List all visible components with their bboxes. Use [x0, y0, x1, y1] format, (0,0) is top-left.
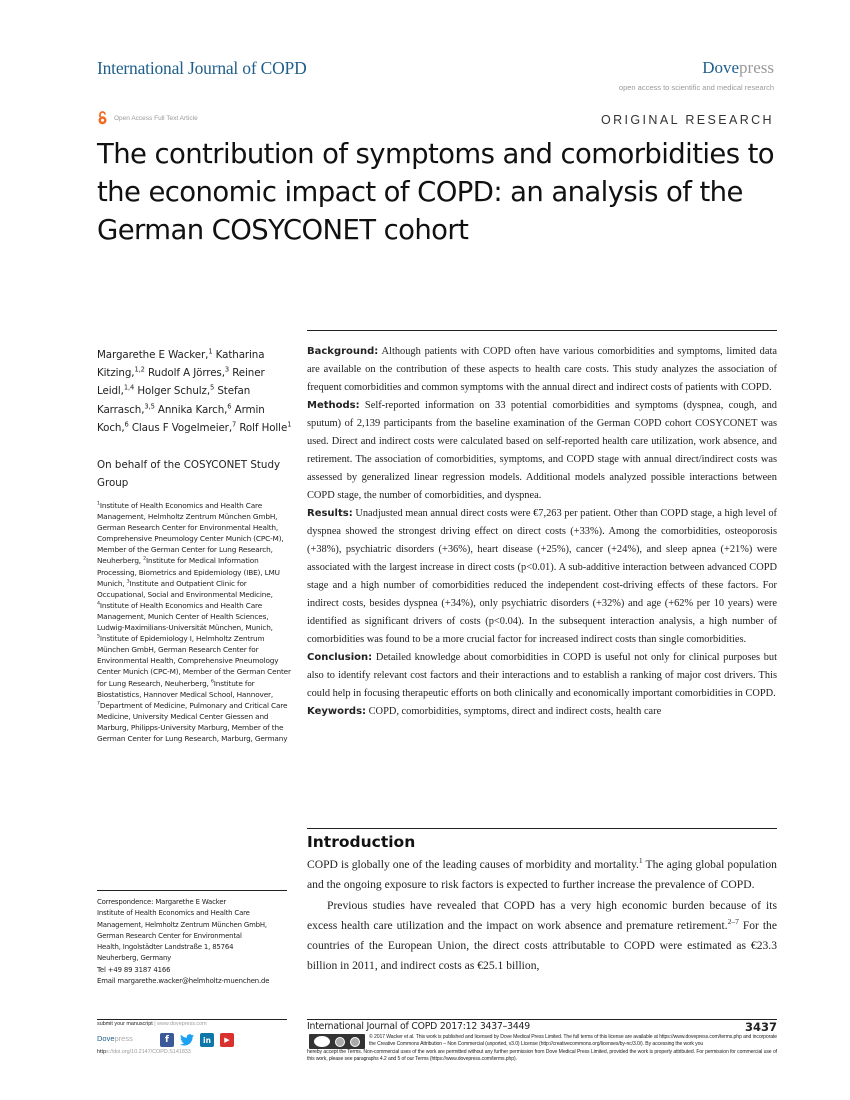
journal-name: International Journal of COPD [97, 58, 307, 78]
author-name: Claus F Vogelmeier, [128, 421, 232, 434]
paragraph [307, 896, 777, 977]
introduction-body [307, 855, 777, 977]
paragraph [307, 855, 777, 896]
author-name: Armin Koch, [97, 403, 265, 434]
doi-rest: s://doi.org/10.2147/COPD.S141833 [106, 1049, 191, 1055]
correspondence-line: Management, Helmholtz Zentrum München GmbH, [97, 920, 267, 929]
author-name: Reiner Leidl, [97, 367, 265, 398]
author-affiliation-ref: 3,5 [144, 402, 155, 411]
open-access-badge [97, 111, 198, 125]
abstract [307, 343, 777, 721]
creative-commons-badge[interactable] [309, 1034, 365, 1049]
correspondence-line: Health, Ingolstädter Landstraße 1, 85764 [97, 943, 234, 952]
author-affiliation-ref: 6 [227, 402, 232, 411]
author-affiliation-ref: 1,4 [123, 383, 135, 392]
correspondence-line: Correspondence: Margarethe E Wacker [97, 898, 227, 906]
correspondence-line: Institute of Health Economics and Health Care [97, 909, 250, 918]
affiliation-text: Institute and Outpatient Clinic for Occupational, Social and Environmental Medicine, [97, 578, 273, 599]
author-affiliation-ref: 1 [287, 420, 292, 429]
affiliation-number: 7 [97, 701, 100, 707]
open-access-label: Open Access Full Text Article [114, 114, 198, 122]
nc-icon [350, 1037, 360, 1047]
author-name: Annika Karch, [154, 403, 228, 416]
abstract-label: Methods: [307, 400, 360, 411]
author-name: Rolf Holle [236, 421, 288, 434]
abstract-label: Conclusion: [307, 652, 373, 663]
affiliation-number: 2 [143, 557, 147, 563]
author-affiliation-ref: 7 [232, 420, 237, 429]
affiliation-number: 1 [97, 501, 100, 507]
abstract-conclusion [307, 649, 777, 703]
divider [97, 1019, 287, 1020]
abstract-text: Unadjusted mean annual direct costs were €7,263 per patient. Other than COPD stage, a high level of dyspnea showed the strongest driving effect on direct costs (+33%). Among the comorbidities, osteoporosis (+38%), psychiatric disorders (+36%), heart disease (+25%), cancer (+24%), and sleep apnea (+21%) were associated with the largest increase in direct costs (p<0.01). A sub-additive interaction between advanced COPD stage and a high number of comorbidities reduced the independent cost-driving effects of these factors. For indirect costs, besides dyspnea (+34%), only psychiatric disorders (+32%) and age (+62% per 10 years) were identified as significant drivers of costs (p<0.04). In the subsequent interaction analysis, a high number of comorbidities was found to be a more crucial factor for increased indirect costs than single comorbidities. [307, 508, 777, 645]
affiliations [97, 500, 297, 744]
author-affiliation-ref: 3 [224, 365, 230, 374]
publisher-logo-suffix: press [739, 58, 774, 77]
author-name: Rudolf A Jörres, [144, 367, 225, 380]
abstract-text: Detailed knowledge about comorbidities in COPD is useful not only for clinical purposes but also to identify relevant cost factors and their interactions and to establish a ranking of major cost drivers. This could help in focusing therapeutic efforts on both clinically and economically important comorbidities in COPD. [307, 652, 777, 699]
author-name: Holger Schulz, [134, 385, 211, 398]
author-affiliation-ref: 5 [210, 383, 215, 392]
license-text-continued: hereby accept the Terms. Non-commercial uses of the work are permitted without any further permission from Dove Medical Press Limited, provided the work is properly attributed. For permission for commercial use of this work, please see paragraphs 4.2 and 5 of our Terms (https://www.dovepress.com/terms.php). [307, 1049, 777, 1063]
twitter-icon[interactable] [180, 1033, 194, 1047]
paragraph-text: For the countries of the European Union, the direct costs attributable to COPD were estimated as €23.3 billion in 2011, and indirect costs as €25.1 billion, [307, 918, 777, 973]
divider [307, 330, 777, 331]
publisher-logo[interactable] [702, 58, 774, 78]
affiliation-text: Institute of Health Economics and Health Care Management, Munich Center of Health Sciences, Ludwig-Maximilians-Universität München, Munich, [97, 600, 273, 633]
paragraph-text: Previous studies have revealed that COPD has a very high economic burden because of its excess health care utilization and the impact on work absence and premature retirement. [307, 898, 777, 932]
affiliation-number: 3 [126, 579, 130, 585]
affiliation-number: 6 [210, 679, 214, 685]
reference-link[interactable]: 1 [638, 856, 643, 866]
youtube-icon[interactable]: ▶ [220, 1033, 234, 1047]
author-affiliation-ref: 1,2 [134, 365, 145, 374]
publisher-tagline: open access to scientific and medical research [618, 83, 774, 92]
author-name: Katharina Kitzing, [97, 349, 265, 380]
divider [307, 828, 777, 829]
correspondence-line: German Research Center for Environmental [97, 931, 242, 940]
author-list [97, 346, 297, 437]
author-affiliation-ref: 1 [208, 347, 213, 356]
by-icon [335, 1037, 345, 1047]
paragraph-text: The aging global population and the ongoing exposure to risk factors is expected to further increase the prevalence of COPD. [307, 858, 777, 892]
author-name: Stefan Karrasch, [97, 385, 251, 416]
abstract-text: COPD, comorbidities, symptoms, direct and indirect costs, health care [366, 706, 662, 717]
abstract-label: Background: [307, 346, 379, 357]
correspondence [97, 897, 297, 987]
affiliation-text: Institute of Health Economics and Health Care Management, Helmholtz Zentrum München GmbH, German Research Center for Environmental Health, Comprehensive Pneumology Center Munich (CPC-M), Member of the German Center for Lung Research, Neuherberg, [97, 501, 284, 566]
license-text: © 2017 Wacker et al. This work is published and licensed by Dove Medical Press Limited. The full terms of this license are available at https://www.dovepress.com/terms.php and incorporate the Creative Commons Attribution – Non Commercial (unported, v3.0) License (http://creativecommons.org/licenses/by-nc/3.0/). By accessing the work you [369, 1034, 777, 1048]
publisher-logo-main: Dove [702, 58, 740, 77]
abstract-label: Keywords: [307, 706, 367, 717]
abstract-methods [307, 397, 777, 505]
doi-prefix: http [97, 1049, 106, 1055]
article-title: The contribution of symptoms and comorbidities to the economic impact of COPD: an analysis of the German COSYCONET cohort [97, 138, 775, 246]
citation: International Journal of COPD 2017:12 3437–3449 [307, 1021, 530, 1032]
footer-logo-main: Dove [97, 1034, 115, 1043]
submit-separator: | [152, 1021, 158, 1027]
correspondence-email[interactable]: Email margarethe.wacker@helmholtz-muenchen.de [97, 977, 270, 986]
study-group: On behalf of the COSYCONET Study Group [97, 459, 281, 490]
correspondence-line: Tel +49 89 3187 4166 [97, 965, 171, 974]
submit-url[interactable]: www.dovepress.com [157, 1021, 207, 1027]
abstract-keywords [307, 703, 777, 721]
page-number: 3437 [744, 1020, 777, 1034]
abstract-text: Self-reported information on 33 potential comorbidities and symptoms (dyspnea, cough, and sputum) of 2,139 participants from the baseline examination of the German COPD cohort COSYCONET was used. Direct and indirect costs were calculated based on self-reported health care utilization, work absence, and retirement. The association of comorbidities, symptoms, and COPD stage with annual direct/indirect costs was assessed by generalized linear regression models. Additional models analyzed possible interactions between COPD stage, the number of comorbidities, and dyspnea. [307, 400, 777, 501]
abstract-text: Although patients with COPD often have various comorbidities and symptoms, limited data are available on the contribution of these aspects to health care costs. This study analyzes the association of frequent comorbidities and common symptoms with the annual direct and indirect costs of patients with COPD. [307, 346, 777, 393]
affiliation-text: Institute for Medical Information Processing, Biometrics and Epidemiology (IBE), LMU Munich, [97, 556, 280, 588]
social-links [160, 1033, 234, 1047]
doi-link[interactable] [97, 1049, 191, 1055]
abstract-results [307, 505, 777, 649]
abstract-label: Results: [307, 508, 353, 519]
affiliation-text: Institute of Epidemiology I, Helmholtz Zentrum München GmbH, German Research Center for Environmental Health, Comprehensive Pneumology Center Munich (CPC-M), Member of the German Center for Lung Research, Neuherberg, [97, 634, 291, 688]
affiliation-text: Institute for Biostatistics, Hannover Medical School, Hannover, [97, 678, 274, 699]
author-name: Margarethe E Wacker, [97, 349, 209, 361]
cc-icon [314, 1036, 330, 1047]
section-heading: Introduction [307, 833, 416, 851]
affiliation-number: 5 [97, 634, 100, 640]
affiliation-text: Department of Medicine, Pulmonary and Critical Care Medicine, University Medical Center Giessen and Marburg, Philipps-University Marburg, Member of the German Center for Lung Research, Marburg, Germany [97, 700, 288, 743]
divider [307, 1019, 777, 1020]
facebook-icon[interactable]: f [160, 1033, 174, 1047]
affiliation-number: 4 [97, 601, 100, 607]
linkedin-icon[interactable]: in [200, 1033, 214, 1047]
footer-logo-suffix: press [114, 1034, 133, 1043]
reference-link[interactable]: 2–7 [727, 917, 739, 927]
divider [97, 890, 287, 891]
article-type: ORIGINAL RESEARCH [600, 113, 774, 127]
author-affiliation-ref: 6 [124, 420, 129, 429]
footer-publisher-logo[interactable] [97, 1034, 133, 1043]
submit-label: submit your manuscript [97, 1021, 153, 1027]
abstract-background [307, 343, 777, 397]
correspondence-line: Neuherberg, Germany [97, 954, 172, 963]
open-access-lock-icon [97, 111, 108, 125]
paragraph-text: COPD is globally one of the leading causes of morbidity and mortality. [307, 858, 639, 871]
submit-manuscript-link[interactable] [97, 1021, 207, 1027]
